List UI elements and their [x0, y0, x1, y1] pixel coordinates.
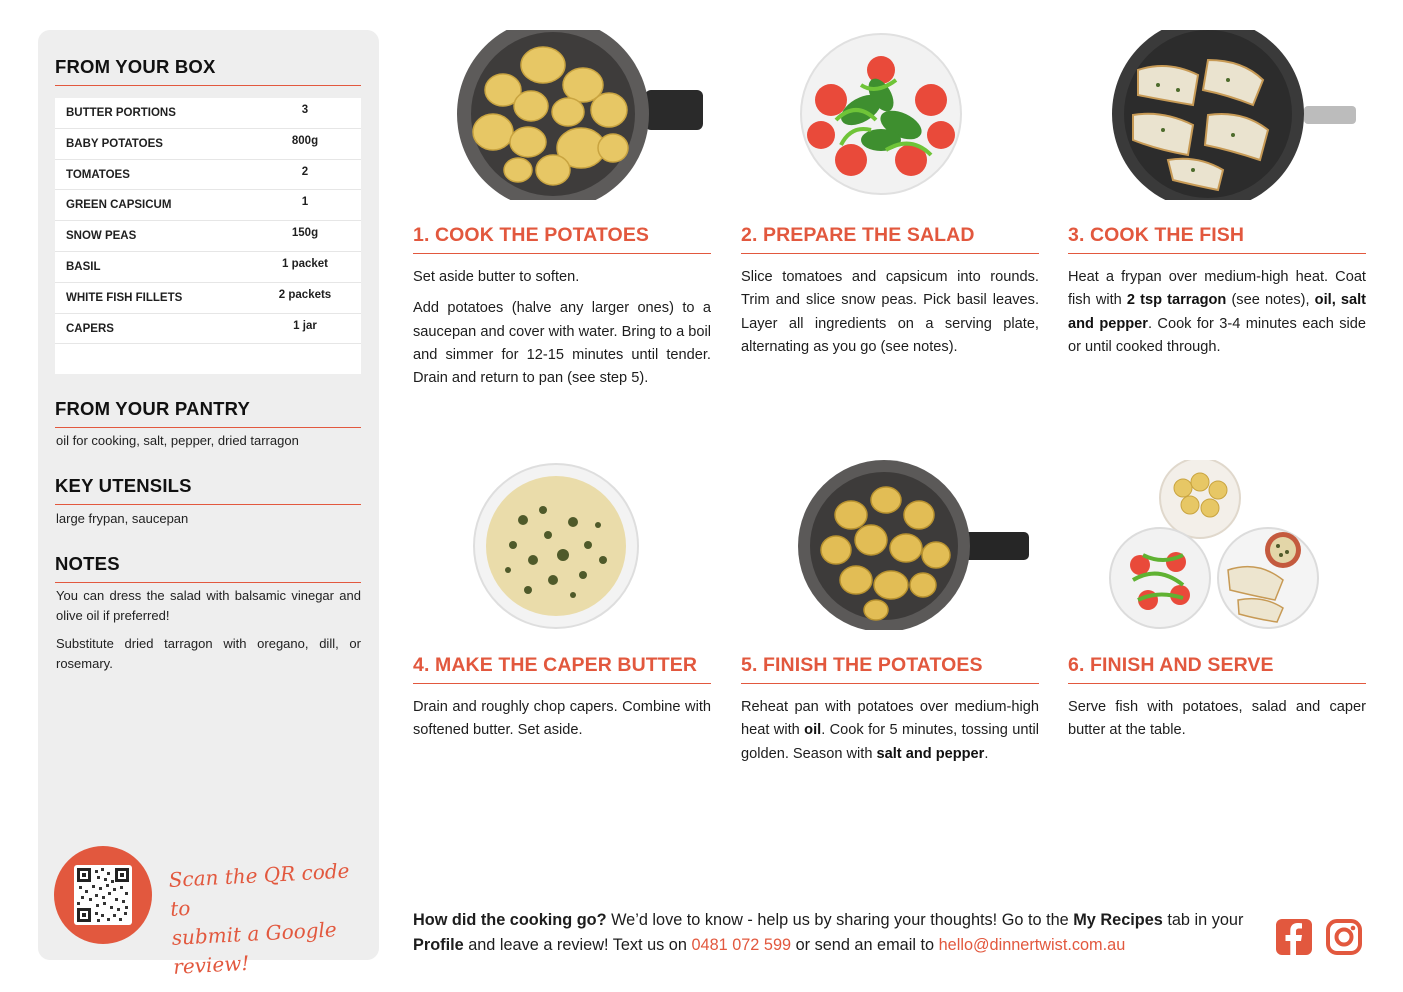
- step-6: [1068, 460, 1366, 860]
- bold-text: salt and pepper: [876, 745, 985, 762]
- ingredient-name: TOMATOES: [66, 168, 130, 181]
- notes-heading: NOTES: [55, 553, 361, 583]
- ingredient-qty: 1 packet: [281, 257, 329, 270]
- footer-text: We’d love to know - help us by sharing your thoughts! Go to the: [606, 911, 1074, 929]
- qr-caption: [168, 856, 374, 982]
- step-body: [413, 696, 711, 751]
- table-row: [55, 129, 361, 160]
- golden-potatoes-pan-image: [741, 460, 1039, 630]
- facebook-icon[interactable]: [1275, 918, 1313, 956]
- phone-link[interactable]: 0481 072 599: [691, 936, 792, 954]
- step-text: Set aside butter to soften.: [413, 269, 580, 285]
- qr-code[interactable]: [74, 865, 132, 925]
- table-row: [55, 221, 361, 252]
- ingredient-qty: 2: [301, 165, 309, 178]
- step-title: 4. MAKE THE CAPER BUTTER: [413, 654, 711, 684]
- text-run: (see notes),: [1226, 292, 1315, 309]
- note: You can dress the salad with balsamic vinegar and olive oil if preferred!: [56, 588, 361, 623]
- step-title: 5. FINISH THE POTATOES: [741, 654, 1039, 684]
- qr-caption-line: Scan the QR code to: [168, 858, 350, 921]
- step-title: 2. PREPARE THE SALAD: [741, 224, 1039, 254]
- key-utensils-heading: KEY UTENSILS: [55, 475, 361, 505]
- text-run: . Cook for 5 minutes, tossing until golden. Season with: [741, 722, 1040, 762]
- ingredient-qty: 2 packets: [278, 288, 332, 301]
- step-text: [741, 696, 1039, 766]
- table-row: [55, 314, 361, 345]
- ingredient-name: WHITE FISH FILLETS: [66, 291, 183, 304]
- step-body: [1068, 266, 1366, 367]
- notes-text: [56, 586, 361, 682]
- step-text: Slice tomatoes and capsicum into rounds. Trim and slice snow peas. Pick basil leaves. Layer all ingredients on a serving plate, alternating as you go (see notes).: [741, 269, 1039, 355]
- qr-badge: [54, 846, 152, 944]
- step-title: 6. FINISH AND SERVE: [1068, 654, 1366, 684]
- email-link[interactable]: hello@dinnertwist.com.au: [938, 936, 1126, 954]
- step-text: Add potatoes (halve any larger ones) to a saucepan and cover with water. Bring to a boil and simmer for 12-15 minutes until tender. Drain and return to pan (see step 5).: [413, 300, 711, 387]
- bold-text: 2 tsp tarragon: [1126, 292, 1227, 309]
- step-body: [1068, 696, 1366, 751]
- step-1: [413, 30, 711, 430]
- ingredient-name: BASIL: [66, 260, 101, 273]
- step-2: [741, 30, 1039, 430]
- qr-code-icon: [77, 868, 129, 922]
- step-4: [413, 460, 711, 860]
- step-body: [741, 696, 1039, 774]
- table-row: [55, 283, 361, 314]
- ingredient-name: BABY POTATOES: [66, 137, 163, 150]
- utensils-text: large frypan, saucepan: [56, 511, 189, 526]
- text-run: . Cook for 3-4 minutes each side or until cooked through.: [1068, 315, 1367, 355]
- ingredient-name: CAPERS: [66, 322, 114, 335]
- footer-text: or send an email to: [791, 936, 939, 954]
- caper-butter-bowl-image: [413, 460, 711, 630]
- text-run: Heat a frypan over medium-high heat. Coat fish with: [1068, 269, 1366, 309]
- ingredient-qty: 3: [301, 104, 309, 116]
- qr-caption-line: submit a Google review!: [171, 917, 338, 979]
- instagram-icon[interactable]: [1325, 918, 1363, 956]
- ingredient-name: SNOW PEAS: [66, 230, 137, 243]
- table-row: [55, 252, 361, 283]
- ingredient-name: GREEN CAPSICUM: [66, 199, 172, 212]
- fish-frypan-image: [1068, 30, 1366, 200]
- ingredient-name: BUTTER PORTIONS: [66, 107, 176, 119]
- step-title: 1. COOK THE POTATOES: [413, 224, 711, 254]
- ingredient-qty: 1 jar: [293, 319, 317, 332]
- step-text: Serve fish with potatoes, salad and caper butter at the table.: [1068, 699, 1366, 739]
- bold-text: oil, salt and pepper: [1068, 292, 1367, 332]
- review-footer: [413, 908, 1263, 958]
- served-dishes-image: [1068, 460, 1366, 630]
- pantry-text: oil for cooking, salt, pepper, dried tarragon: [56, 433, 299, 448]
- ingredient-qty: 1: [301, 196, 309, 209]
- ingredient-qty: 150g: [291, 227, 319, 240]
- potatoes-saucepan-image: [413, 30, 711, 200]
- profile-label: Profile: [413, 936, 464, 954]
- my-recipes-label: My Recipes: [1073, 911, 1163, 929]
- ingredients-table: [55, 98, 361, 374]
- footer-question: How did the cooking go?: [413, 911, 607, 929]
- step-title: 3. COOK THE FISH: [1068, 224, 1366, 254]
- ingredient-qty: 800g: [291, 134, 319, 147]
- from-your-box-heading: FROM YOUR BOX: [55, 56, 361, 86]
- bold-text: oil: [804, 722, 822, 739]
- step-text: Drain and roughly chop capers. Combine with softened butter. Set aside.: [413, 699, 711, 739]
- step-body: [741, 266, 1039, 367]
- sidebar: [38, 30, 379, 979]
- note: Substitute dried tarragon with oregano, dill, or rosemary.: [56, 636, 361, 671]
- step-5: [741, 460, 1039, 860]
- step-text: [1068, 266, 1366, 359]
- step-3: [1068, 30, 1366, 430]
- text-run: .: [984, 745, 989, 762]
- table-row: [55, 190, 361, 221]
- salad-plate-image: [741, 30, 1039, 200]
- from-your-pantry-heading: FROM YOUR PANTRY: [55, 398, 361, 428]
- step-body: [413, 266, 711, 398]
- footer-text: and leave a review! Text us on: [463, 936, 692, 954]
- text-run: Reheat pan with potatoes over medium-high heat with: [741, 699, 1039, 739]
- table-row: [55, 160, 361, 191]
- table-row: [55, 98, 361, 129]
- footer-text: tab in your: [1162, 911, 1244, 929]
